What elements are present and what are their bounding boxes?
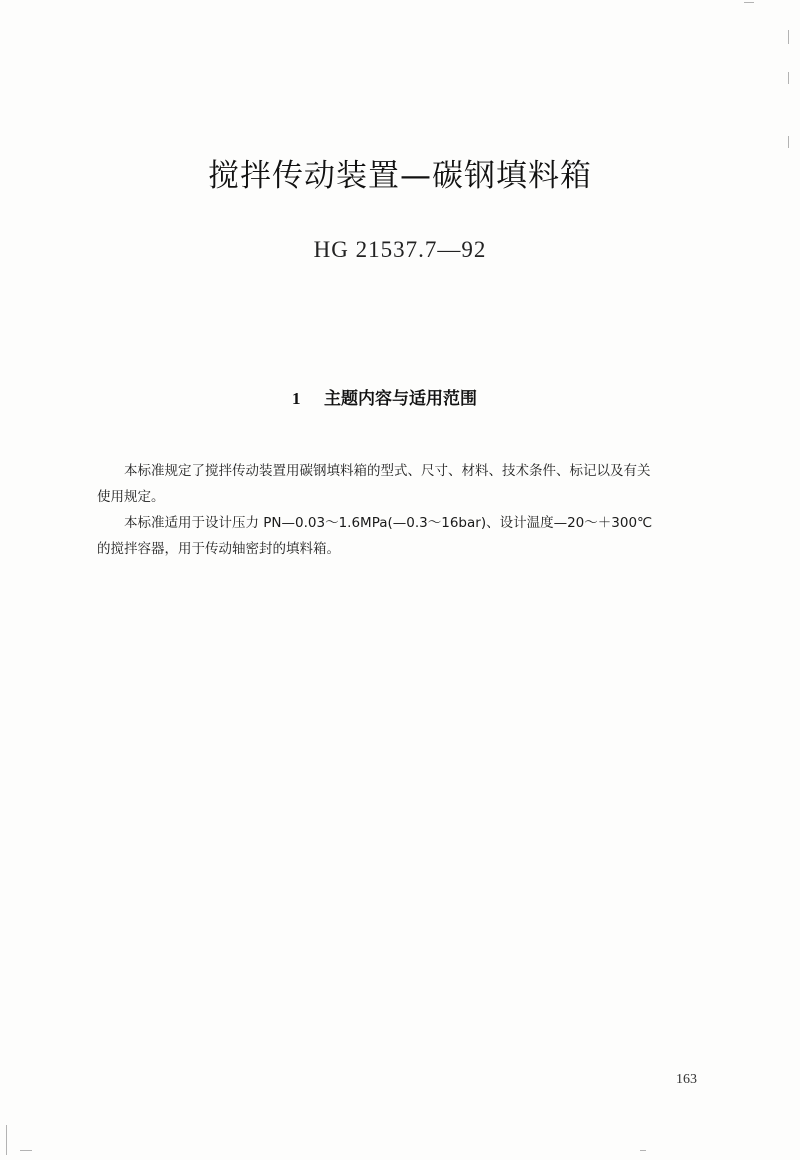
standard-code: HG 21537.7—92 <box>313 237 487 262</box>
paragraph-line: 本标准规定了搅拌传动装置用碳钢填料箱的型式、尺寸、材料、技术条件、标记以及有关 <box>124 463 651 479</box>
paragraph-applicability <box>97 510 737 562</box>
scan-artifact <box>788 72 789 84</box>
scan-artifact <box>744 2 754 3</box>
scan-artifact <box>640 1150 646 1151</box>
scan-artifact <box>788 30 789 44</box>
page-number: 163 <box>676 1072 697 1087</box>
paragraph-scope <box>97 458 737 510</box>
paragraph-line: 使用规定。 <box>97 489 165 505</box>
paragraph-line: 的搅拌容器，用于传动轴密封的填料箱。 <box>97 541 340 557</box>
scan-artifact <box>6 1125 7 1155</box>
paragraph-line: 本标准适用于设计压力 PN—0.03～1.6MPa(—0.3～16bar)、设计温度—20～＋300℃ <box>124 515 653 531</box>
section-number: 1 <box>292 389 301 408</box>
section-heading <box>292 384 477 409</box>
document-title: 搅拌传动装置—碳钢填料箱 <box>208 158 592 194</box>
section-title: 主题内容与适用范围 <box>324 389 477 409</box>
scan-artifact <box>788 136 789 148</box>
scan-artifact <box>20 1150 32 1151</box>
